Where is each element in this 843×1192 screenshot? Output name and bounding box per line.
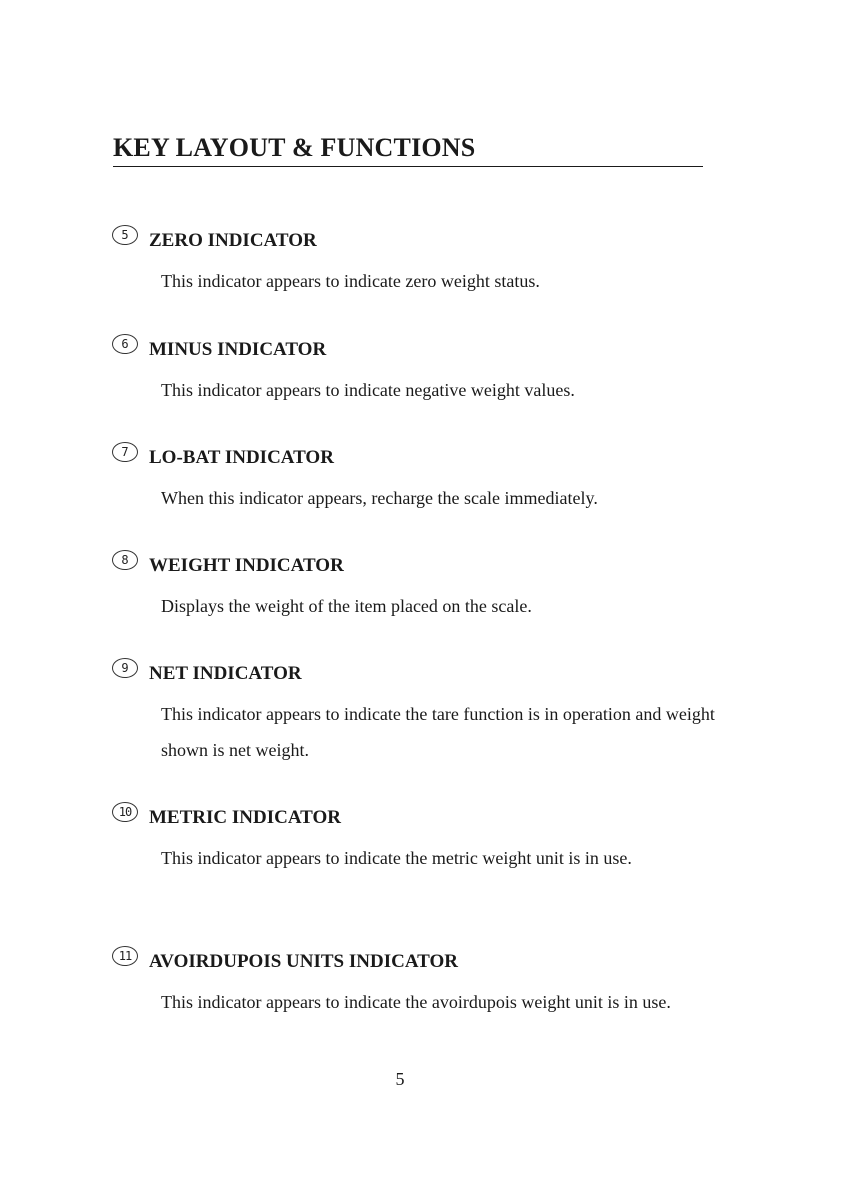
circled-number-icon: 6 [112,334,138,354]
item-heading: WEIGHT INDICATOR [149,555,344,576]
item-description: This indicator appears to indicate the tare function is in operation and weight shown is net weight. [161,704,715,760]
item-heading: MINUS INDICATOR [149,339,327,360]
item-heading: ZERO INDICATOR [149,230,317,251]
item-description: This indicator appears to indicate zero weight status. [161,271,540,291]
item-description: When this indicator appears, recharge the scale immediately. [161,488,598,508]
circled-number-icon: 8 [112,550,138,570]
item-heading: METRIC INDICATOR [149,807,341,828]
indicator-item-avoirdupois [112,950,722,1020]
circled-number-icon: 11 [112,946,138,966]
circled-number-icon: 10 [112,802,138,822]
indicator-item-net [112,662,722,768]
indicator-item-lo-bat [112,446,722,516]
item-description: This indicator appears to indicate the metric weight unit is in use. [161,848,632,868]
item-heading: AVOIRDUPOIS UNITS INDICATOR [149,951,458,972]
circled-number-icon: 9 [112,658,138,678]
page-number: 5 [395,1069,405,1089]
indicator-item-weight [112,554,722,624]
item-description: This indicator appears to indicate the avoirdupois weight unit is in use. [161,992,671,1012]
indicator-item-metric [112,806,722,876]
item-heading: LO-BAT INDICATOR [149,447,334,468]
indicator-item-minus [112,338,722,408]
circled-number-icon: 5 [112,225,138,245]
circled-number-icon: 7 [112,442,138,462]
item-description: Displays the weight of the item placed on the scale. [161,596,532,616]
indicator-item-zero [112,229,722,299]
item-heading: NET INDICATOR [149,663,302,684]
item-description: This indicator appears to indicate negative weight values. [161,380,575,400]
title-underline [113,166,703,167]
page-title: KEY LAYOUT & FUNCTIONS [113,133,476,162]
